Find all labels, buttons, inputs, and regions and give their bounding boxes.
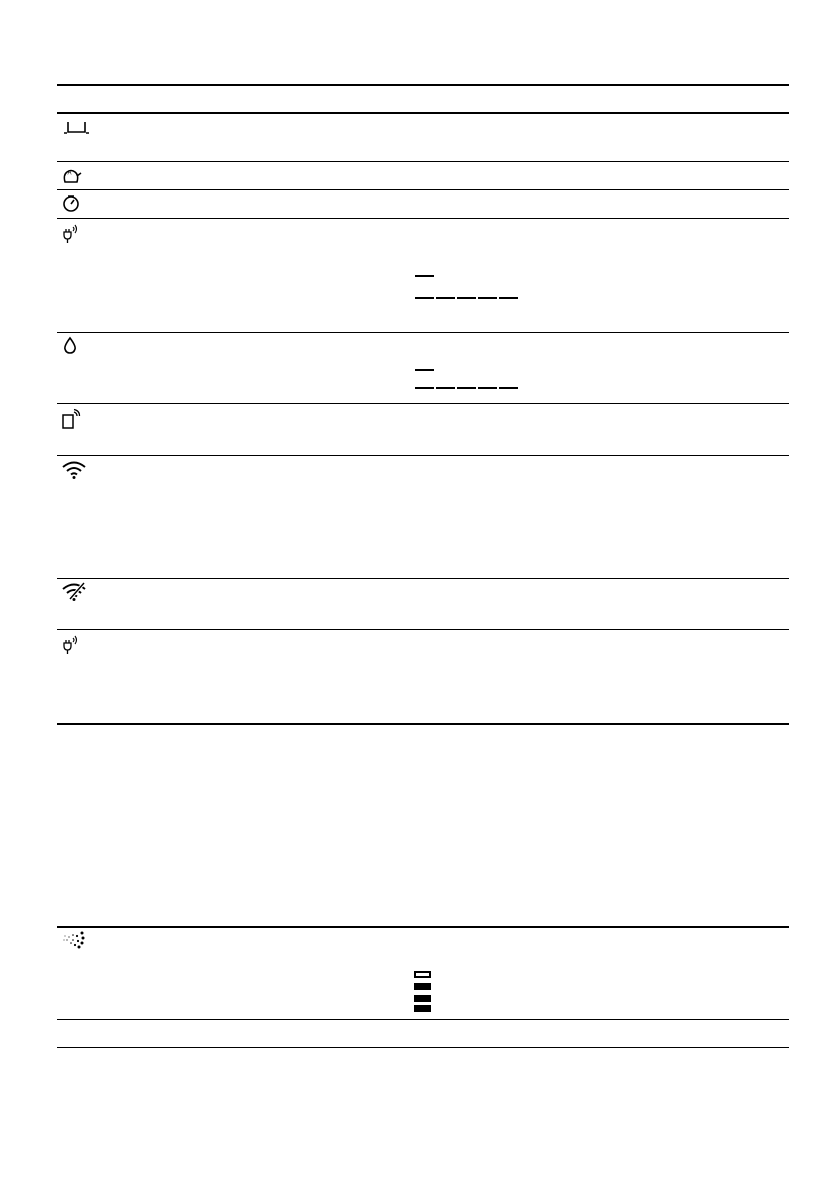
svg-text:A: A <box>67 170 72 177</box>
row-divider <box>57 578 789 579</box>
wifi-icon <box>62 461 86 481</box>
water-drop-icon <box>63 337 87 357</box>
row-divider <box>57 189 789 190</box>
row-divider <box>57 332 789 333</box>
level-dash <box>499 387 518 389</box>
level-dash <box>415 369 434 371</box>
level-dash <box>499 297 518 299</box>
level-dash <box>478 297 497 299</box>
setting-level-1 <box>415 369 435 371</box>
level-dash <box>415 297 434 299</box>
row-divider <box>57 455 789 456</box>
level-bar-filled <box>414 1005 431 1012</box>
wifi-off-icon <box>62 583 86 603</box>
table-bottom-rule <box>57 1047 789 1048</box>
row-divider <box>57 403 789 404</box>
level-dash <box>457 297 476 299</box>
table-bottom-rule <box>57 723 789 725</box>
setting-level-5 <box>415 387 521 389</box>
plug-connect-icon <box>61 224 85 244</box>
table-top-rule <box>57 84 789 86</box>
level-bar-empty <box>414 971 431 978</box>
timer-icon <box>62 194 86 214</box>
level-dash <box>415 387 434 389</box>
row-divider <box>57 1019 789 1020</box>
level-dash <box>457 387 476 389</box>
table-top-rule <box>57 926 789 928</box>
setting-level-1 <box>415 275 435 277</box>
row-divider <box>57 218 789 219</box>
auto-kettle-icon <box>62 166 86 186</box>
level-bar-filled <box>414 995 431 1002</box>
level-dash <box>436 387 455 389</box>
level-dash <box>415 275 434 277</box>
remote-start-icon <box>62 409 86 429</box>
level-dash <box>478 387 497 389</box>
row-divider <box>57 629 789 630</box>
level-bar-filled <box>414 983 431 990</box>
table-header-rule <box>57 112 789 114</box>
row-divider <box>57 161 789 162</box>
level-dash <box>436 297 455 299</box>
spray-icon <box>62 931 86 951</box>
setting-level-5 <box>415 297 521 299</box>
plug-connect-icon <box>61 635 85 655</box>
rinse-tray-icon <box>63 120 87 140</box>
